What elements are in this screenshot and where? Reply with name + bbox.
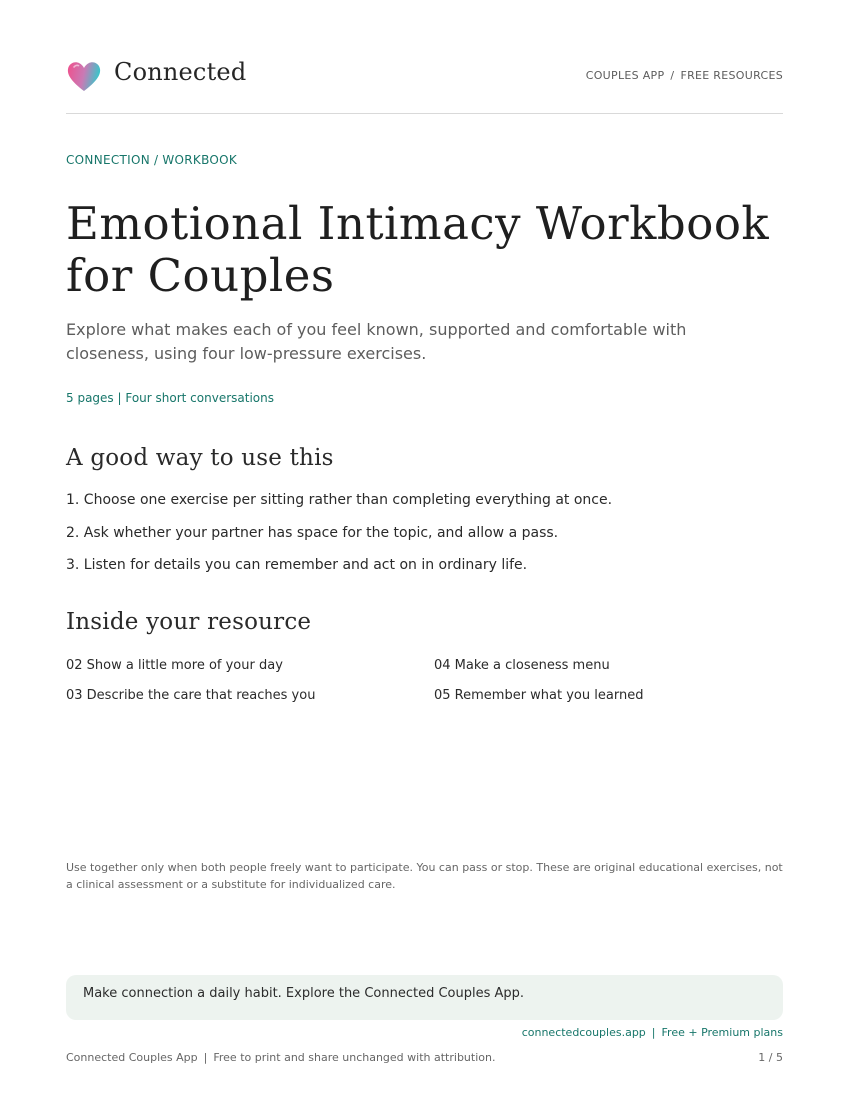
footer-app-name: Connected Couples App [66, 1051, 198, 1064]
cta-text: Make connection a daily habit. Explore the Connected Couples App. [83, 986, 525, 1001]
breadcrumb-separator: / [154, 153, 159, 167]
usage-step: 1. Choose one exercise per sitting rather than completing everything at once. [66, 492, 613, 508]
cta-banner[interactable] [66, 975, 783, 1020]
usage-step: 2. Ask whether your partner has space for the topic, and allow a pass. [66, 524, 559, 541]
usage-steps [66, 490, 786, 588]
usage-step: 3. Listen for details you can remember and act on in ordinary life. [66, 557, 528, 573]
footer-separator: | [203, 1051, 208, 1064]
footer-links [522, 1026, 783, 1039]
contents-item[interactable]: 05 Remember what you learned [434, 688, 644, 703]
breadcrumb-connection[interactable]: CONNECTION [66, 153, 151, 167]
footer-attribution [66, 1051, 495, 1064]
contents-item[interactable]: 04 Make a closeness menu [434, 658, 610, 673]
heart-logo-icon [66, 58, 102, 94]
site-link[interactable]: connectedcouples.app [521, 1026, 646, 1039]
page-title: Emotional Intimacy Workbook for Couples [66, 197, 770, 302]
nav-free-resources[interactable]: FREE RESOURCES [680, 69, 783, 82]
header-divider [66, 113, 783, 114]
contents-item[interactable]: 03 Describe the care that reaches you [66, 688, 316, 703]
page-header [66, 56, 783, 96]
page-subtitle: Explore what makes each of you feel known, supported and comfortable with closeness, using four low-pressure exercises. [66, 320, 687, 363]
header-nav [586, 69, 783, 82]
disclaimer: Use together only when both people freely want to participate. You can pass or stop. These are original educational exercises, not a clinical assessment or a substitute for individualized care. [66, 861, 783, 891]
footer-license: Free to print and share unchanged with attribution. [213, 1051, 496, 1064]
nav-separator: / [670, 69, 675, 82]
plans-link[interactable]: Free + Premium plans [661, 1026, 783, 1039]
nav-couples-app[interactable]: COUPLES APP [585, 69, 665, 82]
page-number: 1 / 5 [758, 1051, 783, 1064]
breadcrumb-workbook[interactable]: WORKBOOK [162, 153, 238, 167]
link-separator: | [651, 1026, 656, 1039]
usage-heading: A good way to use this [66, 445, 334, 471]
contents-item[interactable]: 02 Show a little more of your day [66, 658, 283, 673]
resource-meta: 5 pages | Four short conversations [66, 391, 274, 405]
brand-name: Connected [114, 58, 247, 86]
contents-heading: Inside your resource [66, 609, 312, 635]
breadcrumb [66, 153, 237, 167]
